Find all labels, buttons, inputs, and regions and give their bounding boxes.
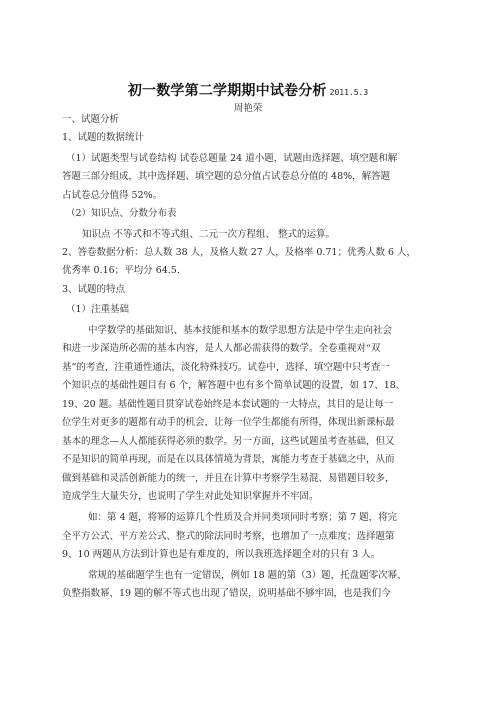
author-name: 周艳荣 xyxy=(233,103,263,114)
paragraph-line: 知识点 不等式和不等式组、二元一次方程组、 整式的运算。 xyxy=(82,229,336,240)
paragraph-line: 占试卷总分值得 52%。 xyxy=(62,190,163,201)
paragraph-line: 优秀率 0.16；平均分 64.5. xyxy=(62,265,180,276)
paragraph-line: 做到基础和灵活创新能力的统一，并且在计算中考察学生易混、易错题目较多， xyxy=(62,473,395,484)
subsection-heading: （2）知识点、分数分布表 xyxy=(66,208,177,219)
paragraph-line: 全平方公式、平方差公式、整式的除法同时考察，也增加了一点难度；选择题第 xyxy=(62,531,395,542)
paragraph-line: 中学数学的基础知识、基本技能和基本的数学思想方法是中学生走向社会 xyxy=(88,325,393,336)
paragraph-line: 19、20 题。基础性题目贯穿试卷始终是本套试题的一大特点，其目的是让每一 xyxy=(62,399,394,410)
subsection-heading: （1）注重基础 xyxy=(66,304,130,315)
title-row xyxy=(0,80,496,100)
paragraph-line: 位学生对更多的题都有动手的机会，让每一位学生都能有所得，体现出新课标最 xyxy=(62,417,395,428)
paragraph-line: 9、10 两题从方法到计算也是有难度的，所以我班选择题全对的只有 3 人。 xyxy=(62,549,381,560)
document-title: 初一数学第二学期期中试卷分析 xyxy=(127,83,327,99)
paragraph-line: （1）试题类型与试卷结构 试卷总题量 24 道小题，试题由选择题、填空题和解 xyxy=(66,153,398,164)
paragraph-line: 2、答卷数据分析：总人数 38 人，及格人数 27 人，及格率 0.71；优秀人数 6 人， xyxy=(62,247,417,258)
section-heading-1: 一、试题分析 xyxy=(62,114,120,125)
subsection-heading: 1、试题的数据统计 xyxy=(62,132,145,143)
subsection-heading: 3、试题的特点 xyxy=(62,284,126,295)
paragraph-line: 和进一步深造所必需的基本内容，是人人都必需获得的数学。全卷重视对“双 xyxy=(62,343,381,354)
paragraph-line: 答题三部分组成，其中选择题、填空题的总分值占试卷总分值的 48%，解答题 xyxy=(62,171,391,182)
paragraph-line: 基本的理念—人人都能获得必须的数学。另一方面，这些试题虽考查基础，但又 xyxy=(62,436,395,447)
paragraph-line: 个知识点的基础性题目有 6 个，解答题中也有多个简单试题的设置，如 17、18、 xyxy=(62,380,406,391)
paragraph-line: 常规的基础题学生也有一定错误，例如 18 题的第（3）题，托盘题零次幂、 xyxy=(88,570,407,581)
paragraph-line: 不是知识的简单再现，而是在以具体情境为背景，寓能力考查于基础之中，从而 xyxy=(62,454,395,465)
paragraph-line: 如：第 4 题，将幂的运算几个性质及合并同类项同时考察；第 7 题，将完 xyxy=(88,512,398,523)
paragraph-line: 基”的考查，注重通性通法，淡化特殊技巧。试卷中，选择、填空题中只考查一 xyxy=(62,362,390,373)
paragraph-line: 负整指数幂，19 题的解不等式也出现了错误，说明基础不够牢固，也是我们今 xyxy=(62,588,391,599)
document-date: 2011.5.3 xyxy=(329,88,369,97)
paragraph-line: 造成学生大量失分，也说明了学生对此处知识掌握并不牢固。 xyxy=(62,491,319,502)
